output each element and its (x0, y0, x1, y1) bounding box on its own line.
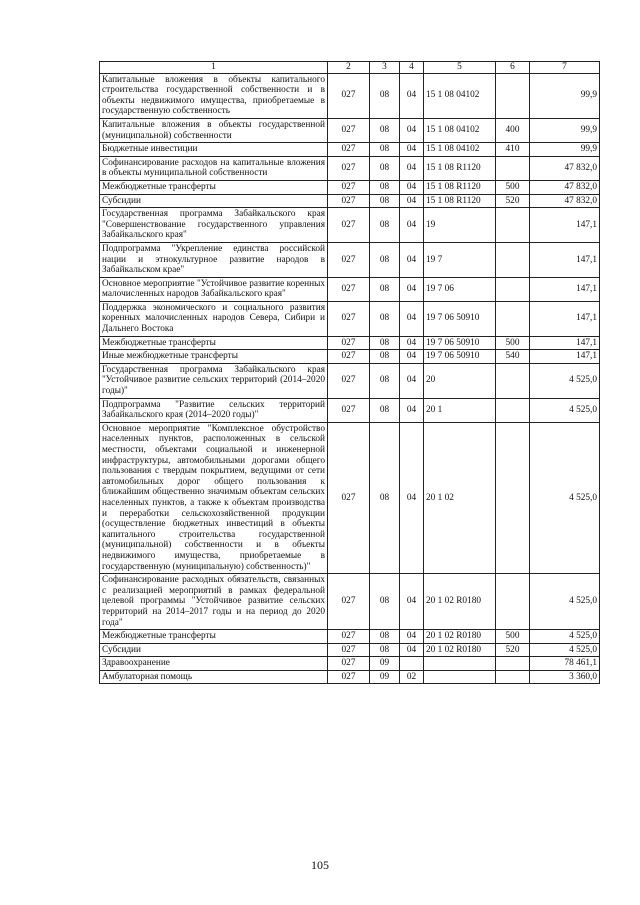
admin-code-cell: 027 (328, 670, 370, 684)
table-row (100, 643, 600, 657)
row-name-cell: Подпрограмма "Развитие сельских территорий Забайкальского края (2014–2020 годы)" (100, 398, 328, 422)
row-name-cell: Софинансирование расходов на капитальные вложения в объекты муниципальной собственности (100, 156, 328, 180)
table-row (100, 242, 600, 277)
subsection-code-cell: 04 (400, 301, 424, 336)
target-article-cell: 19 (424, 208, 496, 243)
expense-type-cell: 500 (496, 336, 530, 350)
row-name-cell: Субсидии (100, 194, 328, 208)
target-article-cell: 19 7 (424, 242, 496, 277)
table-row (100, 301, 600, 336)
amount-cell: 147,1 (530, 336, 600, 350)
row-name-cell: Межбюджетные трансферты (100, 180, 328, 194)
expense-type-cell (496, 73, 530, 118)
subsection-code-cell: 04 (400, 350, 424, 364)
page-number: 105 (311, 858, 329, 872)
section-code-cell: 08 (370, 156, 400, 180)
admin-code-cell: 027 (328, 73, 370, 118)
section-code-cell: 08 (370, 398, 400, 422)
expense-type-cell: 400 (496, 118, 530, 142)
table-row (100, 657, 600, 671)
column-number: 6 (496, 62, 530, 74)
section-code-cell: 08 (370, 73, 400, 118)
subsection-code-cell: 04 (400, 118, 424, 142)
target-article-cell: 20 1 02 R0180 (424, 574, 496, 630)
subsection-code-cell: 04 (400, 73, 424, 118)
table-row (100, 208, 600, 243)
section-code-cell: 08 (370, 277, 400, 301)
target-article-cell: 15 1 08 R1120 (424, 194, 496, 208)
amount-cell: 99,9 (530, 143, 600, 157)
target-article-cell: 20 1 02 R0180 (424, 643, 496, 657)
row-name-cell: Поддержка экономического и социального развития коренных малочисленных народов Севера, Сибири и Дальнего Востока (100, 301, 328, 336)
section-code-cell: 08 (370, 194, 400, 208)
expense-type-cell: 520 (496, 643, 530, 657)
table-row (100, 180, 600, 194)
table-row (100, 194, 600, 208)
admin-code-cell: 027 (328, 194, 370, 208)
expense-type-cell (496, 156, 530, 180)
target-article-cell: 19 7 06 50910 (424, 336, 496, 350)
admin-code-cell: 027 (328, 156, 370, 180)
target-article-cell: 20 1 02 (424, 422, 496, 573)
table-row (100, 574, 600, 630)
admin-code-cell: 027 (328, 180, 370, 194)
expense-type-cell (496, 208, 530, 243)
row-name-cell: Капитальные вложения в объекты капитального строительства государственной собственности и в объекты недвижимого имущества, приобретаемые в государственную собственность (100, 73, 328, 118)
row-name-cell: Государственная программа Забайкальского края "Совершенствование государственного управления Забайкальского края" (100, 208, 328, 243)
section-code-cell: 08 (370, 363, 400, 398)
row-name-cell: Основное мероприятие "Комплексное обустройство населенных пунктов, расположенных в сельской местности, объектами социальной и инженерной инфраструктуры, автомобильными дорогами общего пользования с твердым покрытием, ведущими от сети автомобильных дорог общего пользования к ближайшим общественно значимым объектам сельских населенных пунктов, а также к объектам производства и переработки сельскохозяйственной продукции (осуществление бюджетных инвестиций в объекты капитального строительства государственной (муниципальной) собственности и в объекты недвижимого имущества, приобретаемые в государственную (муниципальную) собственность)" (100, 422, 328, 573)
subsection-code-cell: 04 (400, 277, 424, 301)
expense-type-cell (496, 363, 530, 398)
admin-code-cell: 027 (328, 398, 370, 422)
column-number: 7 (530, 62, 600, 74)
admin-code-cell: 027 (328, 143, 370, 157)
subsection-code-cell: 04 (400, 643, 424, 657)
expense-type-cell (496, 301, 530, 336)
subsection-code-cell: 04 (400, 194, 424, 208)
admin-code-cell: 027 (328, 118, 370, 142)
amount-cell: 4 525,0 (530, 363, 600, 398)
subsection-code-cell: 04 (400, 363, 424, 398)
section-code-cell: 08 (370, 208, 400, 243)
column-number: 2 (328, 62, 370, 74)
expense-type-cell (496, 242, 530, 277)
column-number: 1 (100, 62, 328, 74)
section-code-cell: 08 (370, 118, 400, 142)
admin-code-cell: 027 (328, 208, 370, 243)
section-code-cell: 08 (370, 336, 400, 350)
amount-cell: 4 525,0 (530, 574, 600, 630)
subsection-code-cell: 04 (400, 242, 424, 277)
subsection-code-cell: 04 (400, 574, 424, 630)
amount-cell: 4 525,0 (530, 630, 600, 644)
row-name-cell: Здравоохранение (100, 657, 328, 671)
amount-cell: 4 525,0 (530, 422, 600, 573)
amount-cell: 147,1 (530, 242, 600, 277)
expense-type-cell: 500 (496, 180, 530, 194)
expense-type-cell (496, 277, 530, 301)
expense-type-cell (496, 670, 530, 684)
table-row (100, 363, 600, 398)
amount-cell: 147,1 (530, 277, 600, 301)
subsection-code-cell: 02 (400, 670, 424, 684)
target-article-cell: 15 1 08 04102 (424, 73, 496, 118)
subsection-code-cell: 04 (400, 398, 424, 422)
amount-cell: 3 360,0 (530, 670, 600, 684)
admin-code-cell: 027 (328, 350, 370, 364)
table-row (100, 422, 600, 573)
section-code-cell: 08 (370, 242, 400, 277)
row-name-cell: Межбюджетные трансферты (100, 336, 328, 350)
section-code-cell: 08 (370, 574, 400, 630)
column-number: 4 (400, 62, 424, 74)
target-article-cell: 19 7 06 50910 (424, 350, 496, 364)
admin-code-cell: 027 (328, 242, 370, 277)
table-row (100, 398, 600, 422)
row-name-cell: Основное мероприятие "Устойчивое развитие коренных малочисленных народов Забайкальского края" (100, 277, 328, 301)
admin-code-cell: 027 (328, 277, 370, 301)
expense-type-cell (496, 574, 530, 630)
amount-cell: 78 461,1 (530, 657, 600, 671)
section-code-cell: 09 (370, 657, 400, 671)
target-article-cell: 19 7 06 50910 (424, 301, 496, 336)
column-number: 5 (424, 62, 496, 74)
target-article-cell: 15 1 08 04102 (424, 143, 496, 157)
target-article-cell (424, 670, 496, 684)
table-row (100, 277, 600, 301)
amount-cell: 147,1 (530, 301, 600, 336)
subsection-code-cell: 04 (400, 180, 424, 194)
target-article-cell: 20 1 02 R0180 (424, 630, 496, 644)
expense-type-cell: 520 (496, 194, 530, 208)
section-code-cell: 08 (370, 643, 400, 657)
admin-code-cell: 027 (328, 336, 370, 350)
expense-type-cell (496, 657, 530, 671)
expense-type-cell: 540 (496, 350, 530, 364)
admin-code-cell: 027 (328, 657, 370, 671)
table-row (100, 118, 600, 142)
expense-type-cell (496, 422, 530, 573)
amount-cell: 147,1 (530, 350, 600, 364)
section-code-cell: 09 (370, 670, 400, 684)
budget-table (99, 61, 600, 684)
admin-code-cell: 027 (328, 574, 370, 630)
column-number-row (100, 62, 600, 74)
target-article-cell: 15 1 08 04102 (424, 118, 496, 142)
table-row (100, 143, 600, 157)
amount-cell: 4 525,0 (530, 398, 600, 422)
amount-cell: 99,9 (530, 73, 600, 118)
subsection-code-cell: 04 (400, 422, 424, 573)
row-name-cell: Иные межбюджетные трансферты (100, 350, 328, 364)
amount-cell: 47 832,0 (530, 194, 600, 208)
target-article-cell: 20 (424, 363, 496, 398)
admin-code-cell: 027 (328, 422, 370, 573)
table-row (100, 670, 600, 684)
table-row (100, 350, 600, 364)
subsection-code-cell: 04 (400, 336, 424, 350)
target-article-cell: 20 1 (424, 398, 496, 422)
row-name-cell: Софинансирование расходных обязательств, связанных с реализацией мероприятий в рамках федеральной целевой программы "Устойчивое развитие сельских территорий на 2014–2017 годы и на период до 2020 года" (100, 574, 328, 630)
target-article-cell: 19 7 06 (424, 277, 496, 301)
row-name-cell: Государственная программа Забайкальского края "Устойчивое развитие сельских территорий (2014–2020 годы)" (100, 363, 328, 398)
amount-cell: 147,1 (530, 208, 600, 243)
expense-type-cell: 410 (496, 143, 530, 157)
section-code-cell: 08 (370, 180, 400, 194)
row-name-cell: Межбюджетные трансферты (100, 630, 328, 644)
row-name-cell: Субсидии (100, 643, 328, 657)
section-code-cell: 08 (370, 143, 400, 157)
amount-cell: 99,9 (530, 118, 600, 142)
subsection-code-cell: 04 (400, 630, 424, 644)
amount-cell: 4 525,0 (530, 643, 600, 657)
section-code-cell: 08 (370, 350, 400, 364)
amount-cell: 47 832,0 (530, 180, 600, 194)
subsection-code-cell: 04 (400, 143, 424, 157)
section-code-cell: 08 (370, 422, 400, 573)
admin-code-cell: 027 (328, 301, 370, 336)
expense-type-cell: 500 (496, 630, 530, 644)
row-name-cell: Амбулаторная помощь (100, 670, 328, 684)
admin-code-cell: 027 (328, 630, 370, 644)
expense-type-cell (496, 398, 530, 422)
row-name-cell: Бюджетные инвестиции (100, 143, 328, 157)
section-code-cell: 08 (370, 301, 400, 336)
subsection-code-cell: 04 (400, 156, 424, 180)
admin-code-cell: 027 (328, 363, 370, 398)
target-article-cell: 15 1 08 R1120 (424, 180, 496, 194)
row-name-cell: Подпрограмма "Укрепление единства российской нации и этнокультурное развитие народов в Забайкальском крае" (100, 242, 328, 277)
table-row (100, 73, 600, 118)
column-number: 3 (370, 62, 400, 74)
subsection-code-cell (400, 657, 424, 671)
amount-cell: 47 832,0 (530, 156, 600, 180)
admin-code-cell: 027 (328, 643, 370, 657)
subsection-code-cell: 04 (400, 208, 424, 243)
target-article-cell (424, 657, 496, 671)
table-row (100, 630, 600, 644)
table-row (100, 156, 600, 180)
target-article-cell: 15 1 08 R1120 (424, 156, 496, 180)
row-name-cell: Капитальные вложения в объекты государственной (муниципальной) собственности (100, 118, 328, 142)
table-row (100, 336, 600, 350)
section-code-cell: 08 (370, 630, 400, 644)
